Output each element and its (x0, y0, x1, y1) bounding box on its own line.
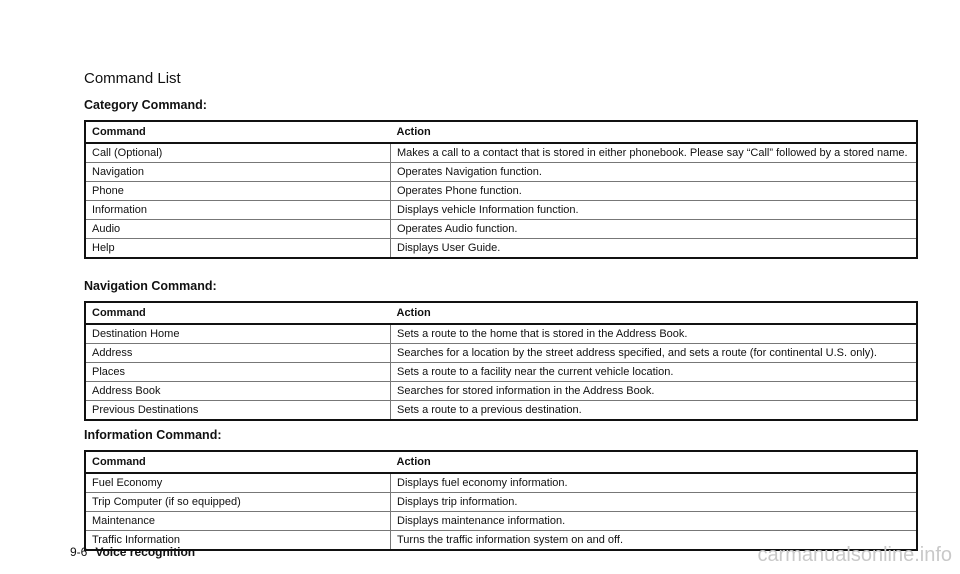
command-cell: Places (85, 363, 391, 382)
action-cell: Displays vehicle Information function. (391, 201, 918, 220)
information-command-heading: Information Command: (84, 428, 222, 442)
command-cell: Trip Computer (if so equipped) (85, 493, 391, 512)
action-cell: Displays maintenance information. (391, 512, 918, 531)
action-cell: Searches for stored information in the Address Book. (391, 382, 918, 401)
table-row (85, 512, 917, 531)
chapter-title: Voice recognition (95, 545, 196, 559)
action-cell: Displays fuel economy information. (397, 477, 568, 489)
table-row (85, 220, 917, 239)
column-header-action: Action (391, 121, 918, 143)
table-row (85, 493, 917, 512)
column-header-action: Action (391, 451, 918, 473)
table-row (85, 324, 917, 344)
action-cell: Sets a route to a previous destination. (391, 401, 918, 421)
command-cell: Audio (85, 220, 391, 239)
command-cell: Maintenance (85, 512, 391, 531)
table-header-row (85, 302, 917, 324)
action-cell: Operates Navigation function. (391, 163, 918, 182)
column-header-action: Action (391, 302, 918, 324)
navigation-command-heading: Navigation Command: (84, 279, 217, 293)
column-header-command: Command (85, 121, 391, 143)
action-cell: Operates Phone function. (391, 182, 918, 201)
action-cell: Displays trip information. (391, 493, 918, 512)
information-command-table (84, 450, 918, 551)
table-row (85, 344, 917, 363)
table-row (85, 473, 917, 493)
column-header-command: Command (85, 451, 391, 473)
action-cell: Sets a route to the home that is stored in the Address Book. (397, 328, 688, 340)
command-cell: Address (85, 344, 391, 363)
command-cell: Address Book (85, 382, 391, 401)
command-cell: Information (85, 201, 391, 220)
action-cell: Turns the traffic information system on and off. (391, 531, 918, 551)
table-row (85, 182, 917, 201)
page-title: Command List (84, 70, 181, 87)
command-cell: Call (Optional) (85, 143, 391, 163)
table-row (85, 163, 917, 182)
table-row (85, 382, 917, 401)
table-row (85, 239, 917, 259)
table-row (85, 401, 917, 421)
action-cell: Makes a call to a contact that is stored in either phonebook. Please say “Call” followed by a stored name. (397, 147, 908, 159)
page-footer (70, 545, 195, 559)
table-row (85, 143, 917, 163)
table-header-row (85, 451, 917, 473)
command-cell: Fuel Economy (85, 473, 391, 493)
navigation-command-table (84, 301, 918, 421)
action-cell: Searches for a location by the street address specified, and sets a route (for continental U.S. only). (391, 344, 918, 363)
watermark: carmanualsonline.info (757, 544, 952, 566)
action-cell: Sets a route to a facility near the current vehicle location. (391, 363, 918, 382)
action-cell: Displays User Guide. (391, 239, 918, 259)
command-cell: Navigation (85, 163, 391, 182)
command-cell: Previous Destinations (85, 401, 391, 421)
action-cell: Operates Audio function. (391, 220, 918, 239)
table-header-row (85, 121, 917, 143)
command-cell: Traffic Information (85, 531, 391, 551)
page-number: 9-6 (70, 545, 88, 559)
category-command-table (84, 120, 918, 259)
table-row (85, 363, 917, 382)
category-command-heading: Category Command: (84, 98, 207, 112)
table-row (85, 201, 917, 220)
command-cell: Help (85, 239, 391, 259)
command-cell: Phone (85, 182, 391, 201)
column-header-command: Command (85, 302, 391, 324)
command-cell: Destination Home (85, 324, 391, 344)
